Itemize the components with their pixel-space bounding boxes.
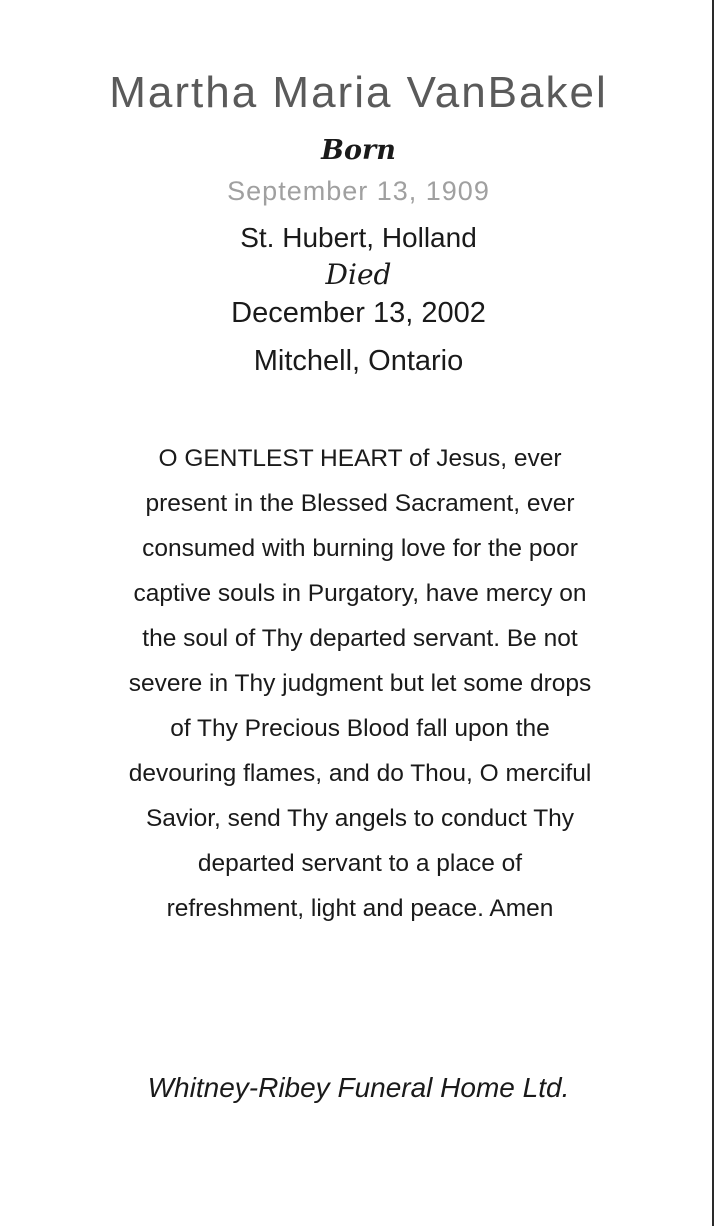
death-place: Mitchell, Ontario	[253, 345, 464, 377]
prayer-line: consumed with burning love for the poor	[142, 535, 578, 562]
deceased-name: Martha Maria VanBakel	[109, 68, 608, 117]
death-date: December 13, 2002	[231, 297, 486, 329]
born-label: Born	[321, 135, 396, 166]
prayer-line: the soul of Thy departed servant. Be not	[142, 625, 578, 652]
prayer-line: O GENTLEST HEART of Jesus, ever	[158, 445, 562, 472]
prayer-line: of Thy Precious Blood fall upon the	[170, 715, 550, 742]
prayer-text	[60, 436, 660, 931]
prayer-line: severe in Thy judgment but let some drops	[128, 670, 592, 697]
funeral-home-name: Whitney-Ribey Funeral Home Ltd.	[147, 1072, 570, 1103]
died-label: Died	[325, 258, 392, 291]
prayer-line: present in the Blessed Sacrament, ever	[145, 490, 575, 517]
birth-date: September 13, 1909	[227, 176, 490, 206]
prayer-line: Savior, send Thy angels to conduct Thy	[145, 805, 575, 832]
prayer-line: captive souls in Purgatory, have mercy on	[133, 580, 587, 607]
prayer-line: refreshment, light and peace. Amen	[166, 895, 554, 922]
birth-place: St. Hubert, Holland	[240, 222, 477, 253]
prayer-line: devouring flames, and do Thou, O merciful	[128, 760, 592, 787]
prayer-line: departed servant to a place of	[197, 850, 523, 877]
